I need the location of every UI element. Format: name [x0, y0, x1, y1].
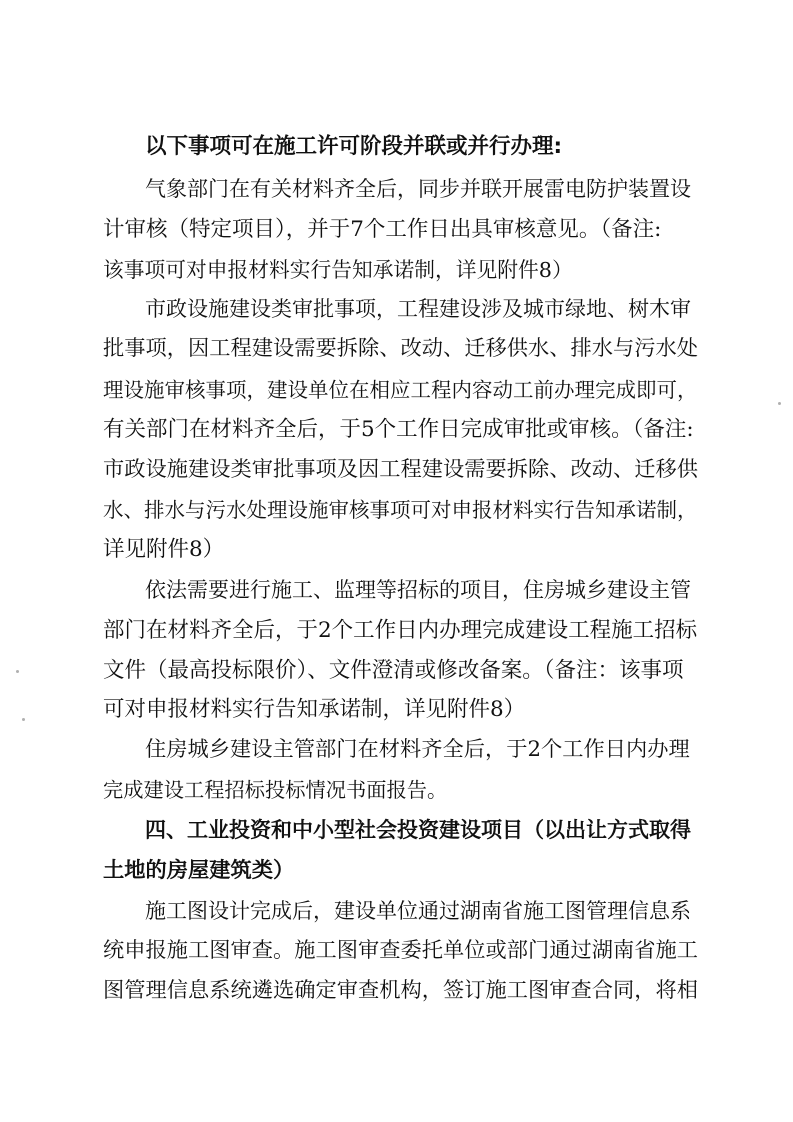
paragraph-heading-line: 以下事项可在施工许可阶段并联或并行办理:	[145, 134, 563, 159]
paragraph-line: 完成建设工程招标投标情况书面报告。	[103, 778, 448, 802]
paragraph-line: 依法需要进行施工、监理等招标的项目，住房城乡建设主管	[145, 578, 691, 602]
paragraph-line: 该事项可对申报材料实行告知承诺制，详见附件8）	[103, 258, 573, 282]
paragraph-line: 水、排水与污水处理设施审核事项可对申报材料实行告知承诺制，	[103, 498, 698, 522]
paragraph-line: 部门在材料齐全后，于2个工作日内办理完成建设工程施工招标	[103, 618, 698, 643]
paragraph-line: 市政设施建设类审批事项，工程建设涉及城市绿地、树木审	[145, 297, 691, 321]
section-heading-line: 四、工业投资和中小型社会投资建设项目（以出让方式取得	[145, 818, 691, 842]
section-heading-line: 土地的房屋建筑类）	[103, 858, 295, 883]
paragraph-line: 批事项，因工程建设需要拆除、改动、迁移供水、排水与污水处	[103, 336, 699, 361]
paragraph-line: 详见附件8）	[103, 537, 225, 562]
paragraph-line: 文件（最高投标限价）、文件澄清或修改备案。（备注：该事项	[103, 658, 684, 683]
scan-speck	[778, 402, 781, 405]
paragraph-line: 施工图设计完成后，建设单位通过湖南省施工图管理信息系	[145, 899, 691, 923]
scan-speck	[22, 718, 25, 721]
paragraph-line: 气象部门在有关材料齐全后，同步并联开展雷电防护装置设	[145, 177, 691, 201]
paragraph-line: 统申报施工图审查。施工图审查委托单位或部门通过湖南省施工	[103, 938, 699, 963]
paragraph-line: 市政设施建设类审批事项及因工程建设需要拆除、改动、迁移供	[103, 457, 699, 482]
paragraph-line: 图管理信息系统遴选确定审查机构，签订施工图审查合同，将相	[103, 978, 699, 1003]
paragraph-line: 有关部门在材料齐全后，于5个工作日完成审批或审核。（备注:	[103, 417, 694, 442]
paragraph-line: 住房城乡建设主管部门在材料齐全后，于2个工作日内办理	[145, 737, 690, 762]
scan-speck	[16, 670, 19, 673]
paragraph-line: 可对申报材料实行告知承诺制，详见附件8）	[103, 697, 526, 722]
paragraph-line: 计审核（特定项目），并于7个工作日出具审核意见。（备注:	[103, 217, 662, 242]
paragraph-line: 理设施审核事项，建设单位在相应工程内容动工前办理完成即可，	[103, 378, 698, 402]
